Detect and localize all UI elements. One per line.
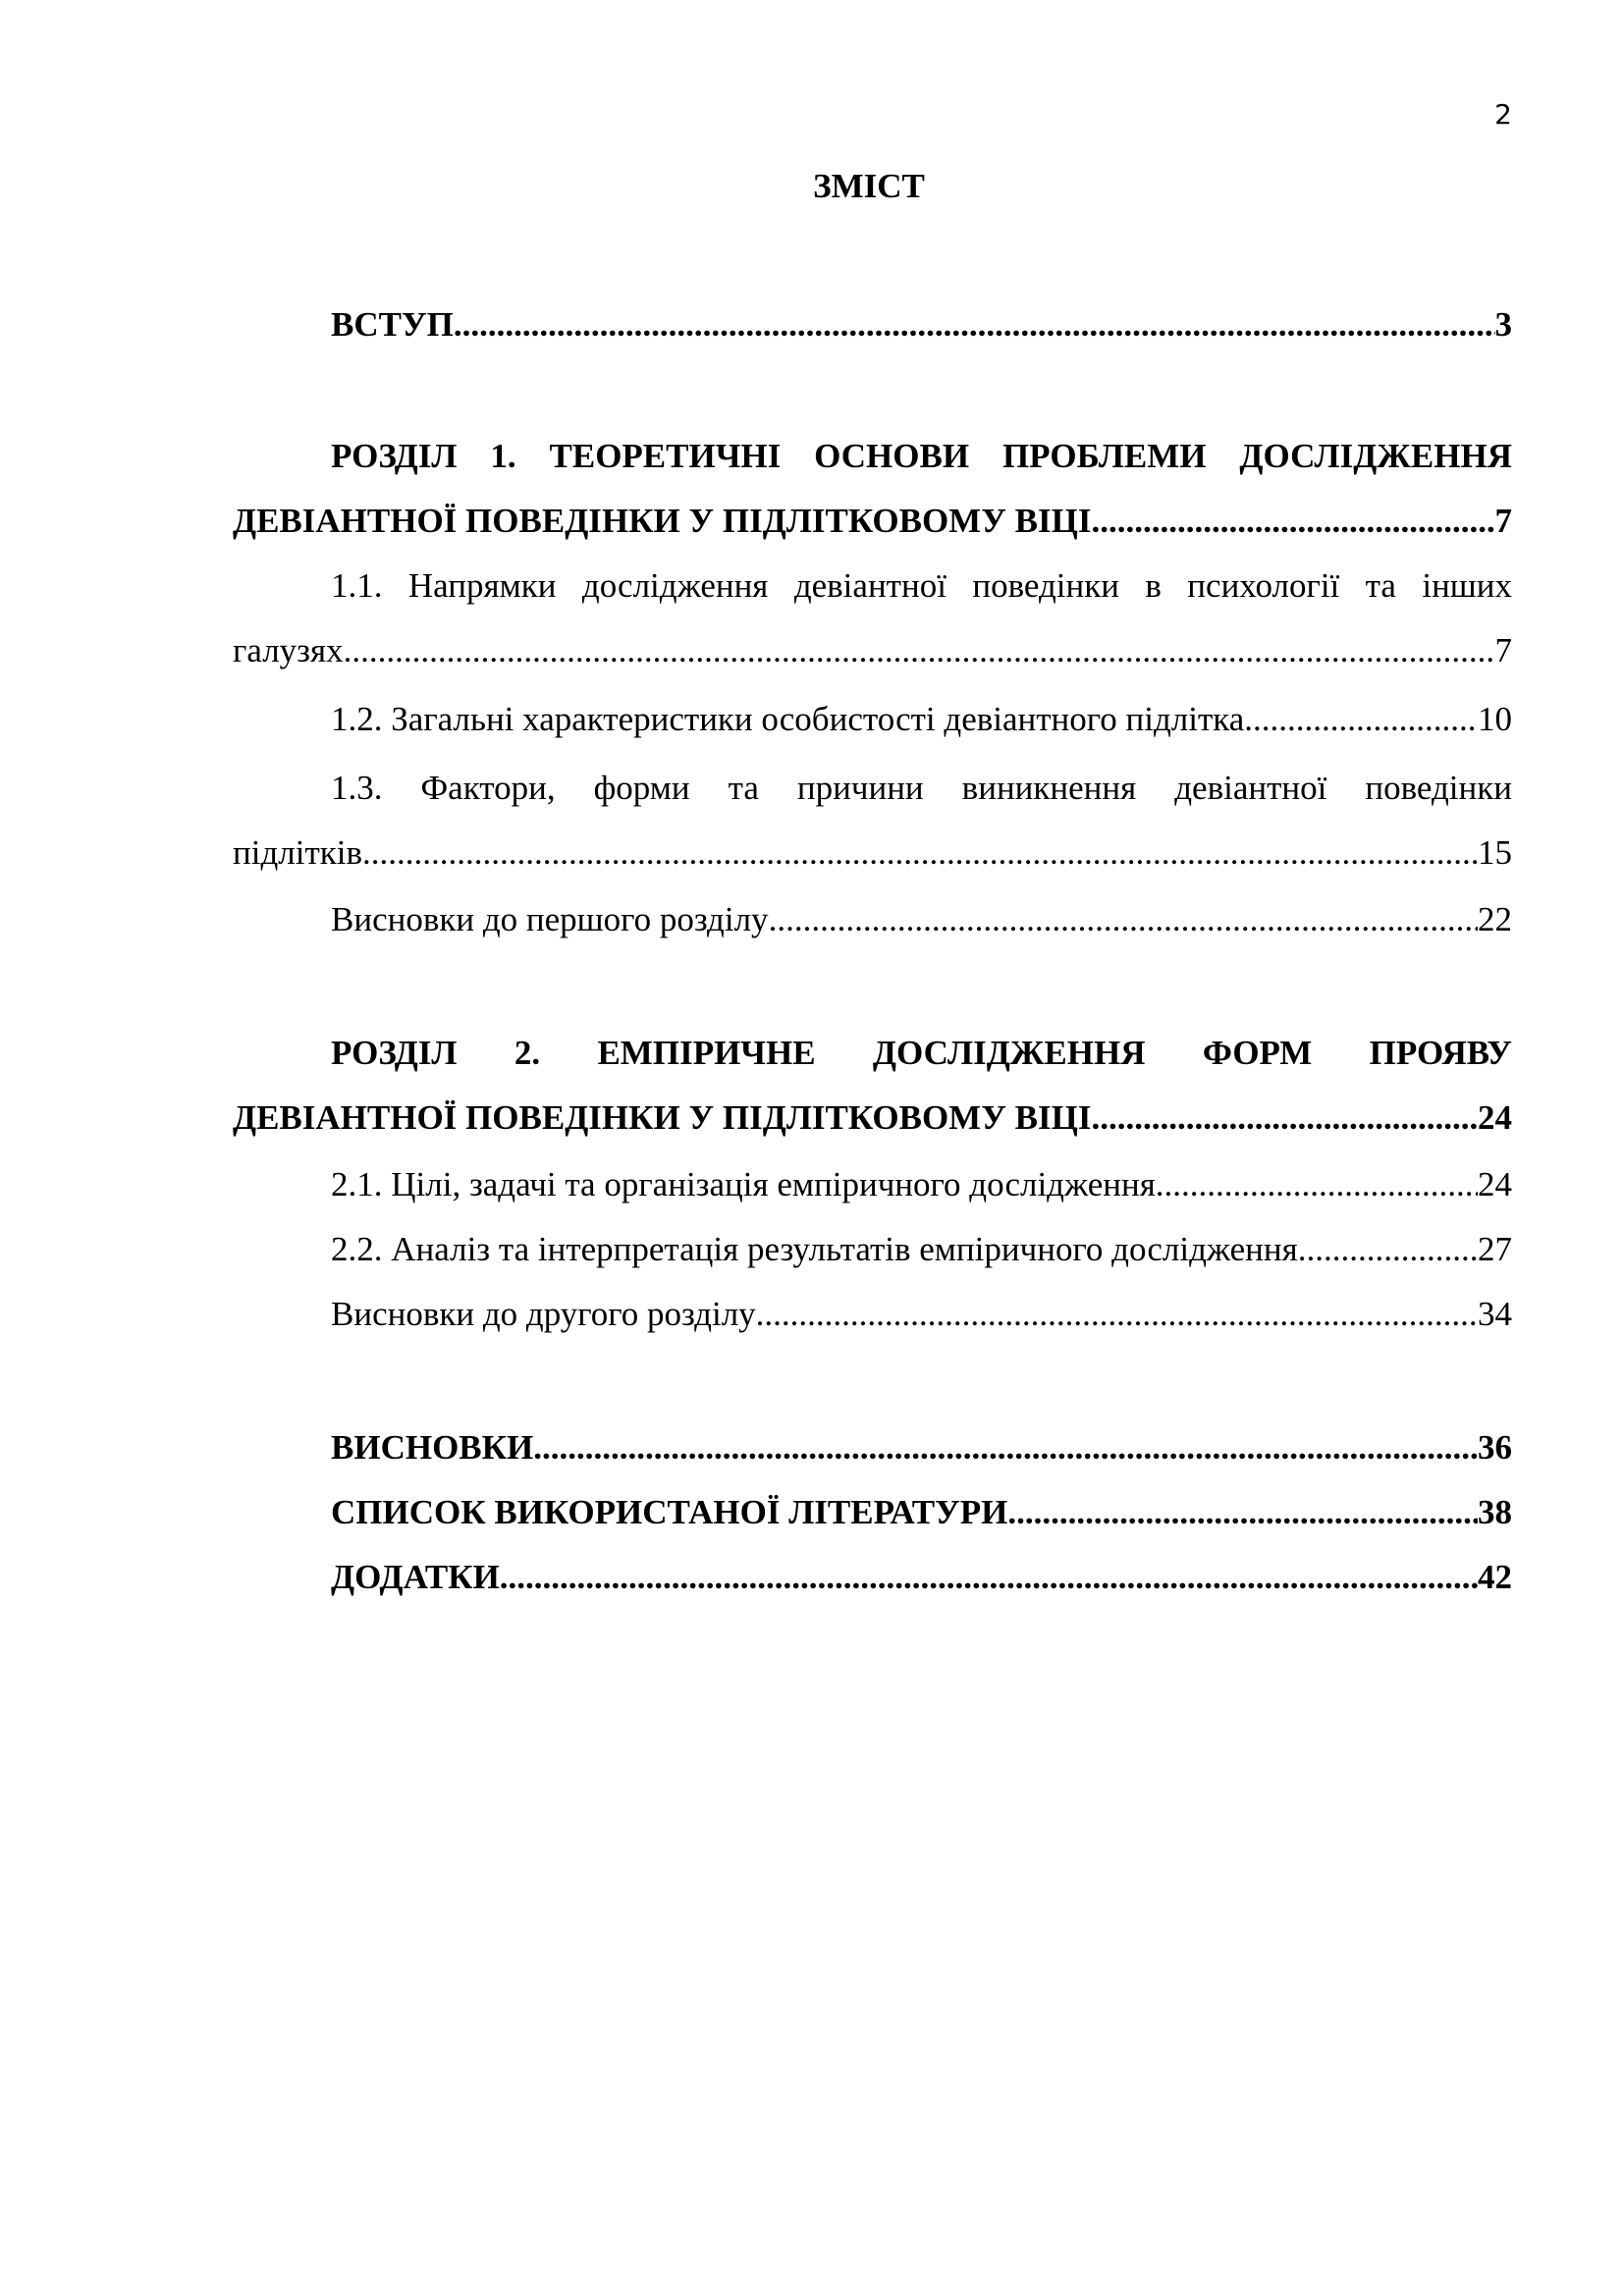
toc-entry-text: РОЗДІЛ 1. ТЕОРЕТИЧНІ ОСНОВИ ПРОБЛЕМИ ДОСЛІДЖЕННЯ — [331, 437, 1512, 475]
toc-entry-2-1[interactable] — [331, 1152, 1512, 1217]
toc-entry-text: РОЗДІЛ 2. ЕМПІРИЧНЕ ДОСЛІДЖЕННЯ ФОРМ ПРОЯВУ — [331, 1034, 1512, 1072]
toc-entry-references[interactable] — [331, 1480, 1512, 1545]
toc-entry-1-3-line2[interactable] — [233, 821, 1512, 885]
toc-entry-chapter2-conclusions[interactable] — [331, 1282, 1512, 1347]
toc-entry-text: Висновки до другого розділу — [331, 1295, 756, 1333]
leader-dots — [1298, 1217, 1478, 1282]
toc-entry-text: 2.1. Цілі, задачі та організація емпіричного дослідження — [331, 1165, 1156, 1203]
toc-entry-text: ДЕВІАНТНОЇ ПОВЕДІНКИ У ПІДЛІТКОВОМУ ВІЦІ — [233, 502, 1092, 540]
toc-entry-text: ВСТУП — [331, 305, 454, 344]
toc-entry-text: ДЕВІАНТНОЇ ПОВЕДІНКИ У ПІДЛІТКОВОМУ ВІЦІ — [233, 1098, 1092, 1137]
toc-entry-page: 38 — [1478, 1493, 1512, 1531]
page-number: 2 — [1494, 98, 1512, 131]
toc-entry-1-1-line1[interactable] — [331, 554, 1512, 618]
leader-dots — [1244, 687, 1478, 752]
toc-entry-page: 36 — [1478, 1428, 1512, 1467]
toc-entry-page: 42 — [1478, 1558, 1512, 1596]
toc-entry-text: ВИСНОВКИ — [331, 1428, 534, 1467]
toc-entry-page: 3 — [1494, 305, 1512, 344]
leader-dots — [756, 1282, 1478, 1347]
toc-entry-text: галузях — [233, 631, 344, 669]
toc-title: ЗМІСТ — [813, 167, 925, 205]
leader-dots — [1156, 1152, 1478, 1217]
toc-entry-page: 7 — [1494, 502, 1512, 540]
leader-dots — [1007, 1480, 1478, 1545]
leader-dots — [362, 821, 1478, 885]
leader-dots — [1091, 489, 1494, 554]
toc-entry-text: Висновки до першого розділу — [331, 900, 769, 938]
toc-entry-page: 24 — [1478, 1165, 1512, 1203]
toc-entry-text: 1.2. Загальні характеристики особистості девіантного підлітка — [331, 700, 1245, 738]
leader-dots — [769, 887, 1478, 952]
leader-dots — [454, 293, 1495, 357]
toc-entry-text: ДОДАТКИ — [331, 1558, 500, 1596]
toc-entry-chapter2-line2[interactable] — [233, 1086, 1512, 1150]
toc-entry-text: підлітків — [233, 833, 363, 872]
toc-entry-1-3-line1[interactable] — [331, 756, 1512, 821]
toc-entry-1-2[interactable] — [331, 687, 1512, 752]
toc-entry-page: 10 — [1478, 700, 1512, 738]
leader-dots — [500, 1545, 1478, 1610]
toc-entry-page: 15 — [1478, 833, 1512, 872]
toc-entry-1-1-line2[interactable] — [233, 618, 1512, 683]
toc-entry-2-2[interactable] — [331, 1217, 1512, 1282]
toc-entry-page: 7 — [1494, 631, 1512, 669]
toc-entry-chapter2-line1[interactable] — [331, 1021, 1512, 1086]
toc-entry-text: СПИСОК ВИКОРИСТАНОЇ ЛІТЕРАТУРИ — [331, 1493, 1008, 1531]
toc-entry-text: 1.1. Напрямки дослідження девіантної поведінки в психології та інших — [331, 566, 1512, 605]
toc-entry-chapter1-conclusions[interactable] — [331, 887, 1512, 952]
toc-entry-page: 24 — [1478, 1098, 1512, 1137]
toc-entry-appendices[interactable] — [331, 1545, 1512, 1610]
toc-entry-conclusions[interactable] — [331, 1415, 1512, 1480]
leader-dots — [533, 1415, 1478, 1480]
toc-entry-intro[interactable] — [331, 293, 1512, 357]
toc-entry-page: 27 — [1478, 1230, 1512, 1268]
toc-entry-text: 2.2. Аналіз та інтерпретація результатів емпіричного дослідження — [331, 1230, 1298, 1268]
toc-entry-text: 1.3. Фактори, форми та причини виникнення девіантної поведінки — [331, 769, 1512, 807]
toc-entry-chapter1-line1[interactable] — [331, 424, 1512, 489]
toc-entry-page: 22 — [1478, 900, 1512, 938]
toc-entry-page: 34 — [1478, 1295, 1512, 1333]
leader-dots — [1091, 1086, 1478, 1150]
toc-entry-chapter1-line2[interactable] — [233, 489, 1512, 554]
leader-dots — [344, 618, 1495, 683]
